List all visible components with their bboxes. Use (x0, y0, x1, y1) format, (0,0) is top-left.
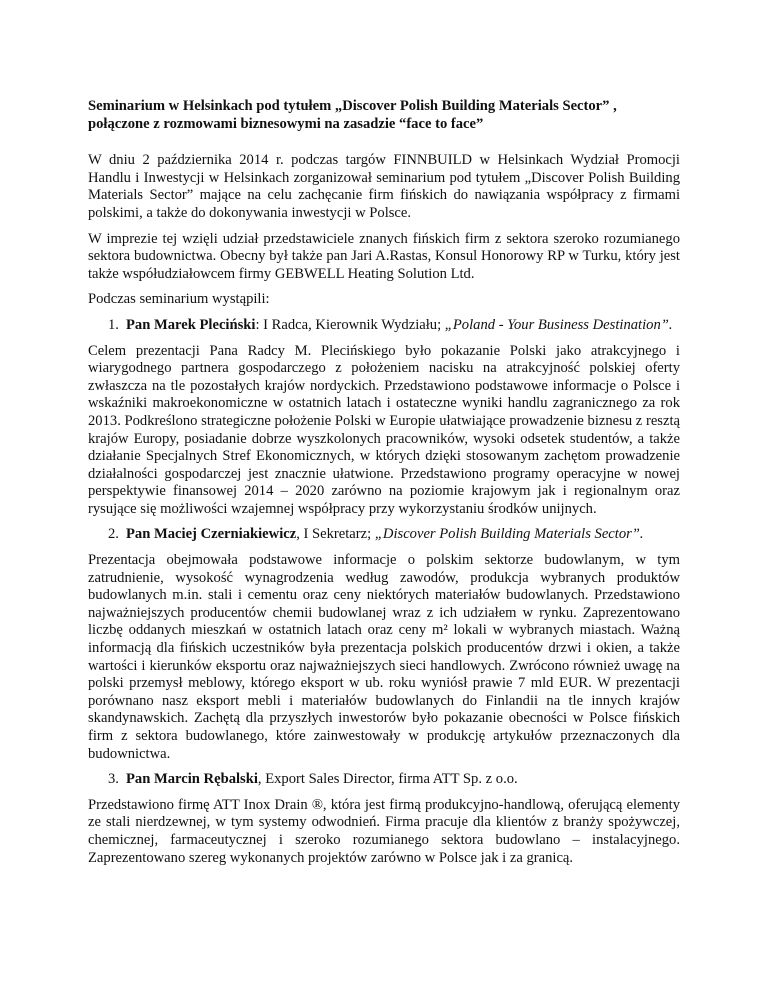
speaker-name: Pan Maciej Czerniakiewicz (126, 526, 297, 543)
talk-title: „Discover Polish Building Materials Sector”. (374, 526, 644, 543)
speaker-item-1 (88, 317, 680, 335)
speaker-description-2: Prezentacja obejmowała podstawowe informacje o polskim sektorze budowlanym, w tym zatrudnienie, wysokość wynagrodzenia według zawodów, produkcja wybranych produktów budowlanych m.in. stali i cementu oraz ceny niektórych materiałów budowlanych. Przedstawiono najważniejszych producentów chemii budowlanej wraz z ich udziałem w rynku. Zaprezentowano liczbę oddanych mieszkań w ostatnich latach oraz ceny m² lokali w wybranych miastach. Ważną informacją dla fińskich uczestników była prezentacja polskich producentów drzwi i okien, a także wartości i kierunków eksportu oraz najważniejszych sieci handlowych. Zwrócono również uwagę na polski przemysł meblowy, którego eksport w ub. roku wyniósł prawie 7 mld EUR. W prezentacji porównano nasz eksport mebli i materiałów budowlanych do Finlandii na tle innych krajów skandynawskich. Zachętą dla przyszłych inwestorów było pokazanie obecności w Polsce fińskich firm z sektora budowlanego, które zainwestowały w produkcję artykułów przeznaczonych dla budownictwa. (88, 552, 680, 762)
intro-paragraph-2: W imprezie tej wzięli udział przedstawiciele znanych fińskich firm z sektora szeroko rozumianego sektora budownictwa. Obecny był także pan Jari A.Rastas, Konsul Honorowy RP w Turku, który jest także współudziałowcem firmy GEBWELL Heating Solution Ltd. (88, 230, 680, 282)
document-title (88, 98, 680, 133)
speakers-heading: Podczas seminarium wystąpili: (88, 291, 270, 308)
speaker-name: Pan Marek Pleciński (126, 316, 256, 333)
speaker-item-2 (88, 526, 680, 544)
title-line-1: Seminarium w Helsinkach pod tytułem „Discover Polish Building Materials Sector” , (88, 98, 617, 114)
speaker-number: 1. (108, 316, 119, 333)
speaker-description-1: Celem prezentacji Pana Radcy M. Plecińskiego było pokazanie Polski jako atrakcyjnego i wiarygodnego partnera gospodarczego z położeniem nacisku na atrakcyjność polskiej oferty zwłaszcza na tle pozostałych krajów nordyckich. Przedstawiono podstawowe informacje o Polsce i wskaźniki makroekonomiczne w ostatnich latach i ostateczne wyniki handlu zagranicznego za rok 2013. Podkreślono strategiczne położenie Polski w Europie ułatwiające prowadzenie biznesu z resztą krajów Europy, posiadanie dobrze wyszkolonych pracowników, wysoki odsetek studentów, a także działanie Specjalnych Stref Ekonomicznych, w których dzięki stosowanym zachętom prowadzenie działalności gospodarczej jest znacznie ułatwione. Przedstawiono programy operacyjne w nowej perspektywie finansowej 2014 – 2020 zarówno na poziomie krajowym jak i regionalnym oraz rysujące się możliwości wzajemnej współpracy przy wykorzystaniu środków unijnych. (88, 342, 680, 517)
speaker-role: , I Sekretarz; (296, 526, 375, 543)
intro-paragraph-1: W dniu 2 października 2014 r. podczas targów FINNBUILD w Helsinkach Wydział Promocji Handlu i Inwestycji w Helsinkach zorganizował seminarium pod tytułem „Discover Polish Building Materials Sector” mające na celu zachęcanie firm fińskich do nawiązania współpracy z firmami polskimi, a także do dokonywania inwestycji w Polsce. (88, 152, 680, 221)
talk-title: „Poland - Your Business Destination”. (444, 316, 673, 333)
speaker-entry (126, 317, 680, 335)
speaker-number: 2. (108, 526, 119, 543)
speaker-role: , Export Sales Director, firma ATT Sp. z o.o. (257, 771, 518, 788)
speaker-number: 3. (108, 771, 119, 788)
title-line-2: połączone z rozmowami biznesowymi na zasadzie “face to face” (88, 115, 484, 132)
speaker-entry (126, 771, 680, 789)
speaker-description-3: Przedstawiono firmę ATT Inox Drain ®, która jest firmą produkcyjno-handlową, oferującą elementy ze stali nierdzewnej, w tym systemy odwodnień. Firma pracuje dla klientów z branży spożywczej, chemicznej, farmaceutycznej i szeroko rozumianego sektora budowlano – instalacyjnego. Zaprezentowano szereg wykonanych projektów zarówno w Polsce jak i za granicą. (88, 796, 680, 866)
document-page (88, 98, 680, 875)
speaker-item-3 (88, 771, 680, 789)
speaker-name: Pan Marcin Rębalski (126, 771, 258, 788)
speaker-entry (126, 526, 680, 544)
speaker-role: : I Radca, Kierownik Wydziału; (255, 316, 445, 333)
